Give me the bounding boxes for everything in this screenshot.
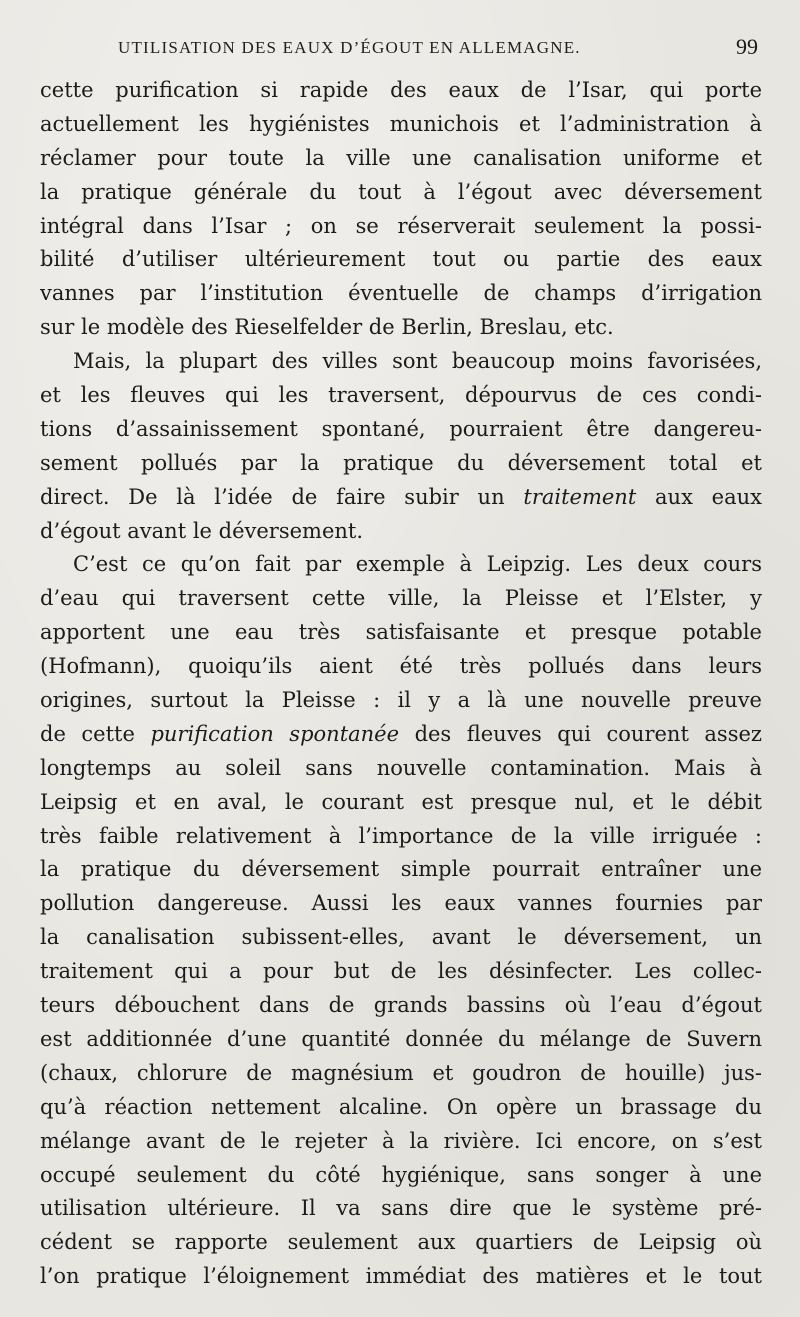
- text-line: l’on pratique l’éloignement immédiat des matières et le tout: [40, 1264, 762, 1289]
- text-line: traitement qui a pour but de les désinfecter. Les collec-: [40, 959, 762, 984]
- text-line: longtemps au soleil sans nouvelle contamination. Mais à: [40, 755, 762, 780]
- text-line: [40, 718, 762, 752]
- text-segment: direct. De là l’idée de faire subir un: [40, 484, 524, 509]
- page-number: 99: [736, 34, 758, 59]
- text-line: d’eau qui traversent cette ville, la Pleisse et l’Elster, y: [40, 586, 762, 611]
- text-line: réclamer pour toute la ville une canalisation uniforme et: [40, 145, 762, 170]
- text-line: origines, surtout la Pleisse : il y a là une nouvelle preuve: [40, 688, 762, 713]
- text-line: qu’à réaction nettement alcaline. On opère un brassage du: [40, 1094, 762, 1119]
- text-line: utilisation ultérieure. Il va sans dire que le système pré-: [40, 1196, 762, 1221]
- text-line: C’est ce qu’on fait par exemple à Leipzig. Les deux cours: [73, 552, 762, 577]
- italic-term: traitement: [523, 484, 637, 509]
- text-segment: aux eaux: [636, 484, 762, 509]
- text-line: la canalisation subissent-elles, avant le déversement, un: [40, 925, 762, 950]
- text-line: sement pollués par la pratique du déversement total et: [40, 450, 762, 475]
- text-line: sur le modèle des Rieselfelder de Berlin, Breslau, etc.: [40, 315, 614, 340]
- text-line: très faible relativement à l’importance de la ville irriguée :: [40, 823, 762, 848]
- text-line: et les fleuves qui les traversent, dépourvus de ces condi-: [40, 383, 762, 408]
- text-line: mélange avant de le rejeter à la rivière. Ici encore, on s’est: [40, 1128, 762, 1153]
- text-line: Leipsig et en aval, le courant est presque nul, et le débit: [40, 789, 762, 814]
- text-segment: des fleuves qui courent assez: [399, 721, 762, 746]
- text-line: intégral dans l’Isar ; on se réserverait seulement la possi-: [40, 213, 762, 238]
- text-line: [40, 481, 762, 515]
- text-line: cette purification si rapide des eaux de l’Isar, qui porte: [40, 78, 762, 102]
- text-line: la pratique du déversement simple pourrait entraîner une: [40, 857, 762, 882]
- text-line: (Hofmann), quoiqu’ils aient été très pollués dans leurs: [40, 654, 762, 679]
- italic-term: purification spontanée: [150, 721, 400, 746]
- text-line: cédent se rapporte seulement aux quartiers de Leipsig où: [40, 1230, 762, 1255]
- text-line: (chaux, chlorure de magnésium et goudron de houille) jus-: [40, 1060, 762, 1085]
- text-line: apportent une eau très satisfaisante et presque potable: [40, 620, 762, 645]
- text-line: la pratique générale du tout à l’égout avec déversement: [40, 179, 762, 204]
- text-line: actuellement les hygiénistes munichois et l’administration à: [40, 111, 762, 136]
- text-line: pollution dangereuse. Aussi les eaux vannes fournies par: [40, 891, 762, 916]
- page-header: [40, 34, 762, 64]
- text-line: occupé seulement du côté hygiénique, sans songer à une: [40, 1162, 762, 1187]
- text-line: est additionnée d’une quantité donnée du mélange de Suvern: [40, 1026, 762, 1051]
- text-line: teurs débouchent dans de grands bassins où l’eau d’égout: [40, 993, 762, 1018]
- text-line: vannes par l’institution éventuelle de champs d’irrigation: [40, 281, 762, 306]
- running-title: UTILISATION DES EAUX D’ÉGOUT EN ALLEMAGNE.: [118, 38, 581, 57]
- text-segment: de cette: [40, 721, 151, 746]
- text-line: Mais, la plupart des villes sont beaucoup moins favorisées,: [73, 349, 762, 374]
- text-line: d’égout avant le déversement.: [40, 518, 364, 543]
- body-text: [40, 74, 762, 1294]
- text-line: tions d’assainissement spontané, pourraient être dangereu-: [40, 416, 762, 441]
- text-line: bilité d’utiliser ultérieurement tout ou partie des eaux: [40, 247, 762, 272]
